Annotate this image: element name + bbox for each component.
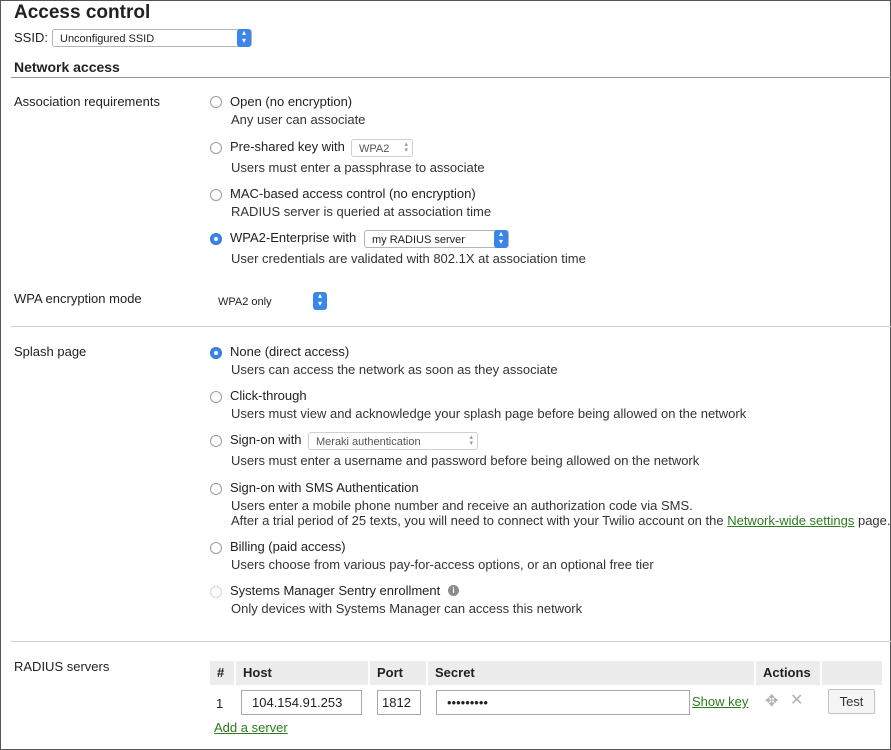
network-wide-settings-link[interactable]: Network-wide settings — [727, 513, 855, 528]
select-arrows-icon: ▴ ▾ — [494, 230, 508, 248]
divider — [11, 77, 891, 78]
radio-mac[interactable] — [210, 189, 222, 201]
select-arrows-icon: ▴ ▾ — [237, 29, 251, 47]
secret-input[interactable]: ••••••••• — [436, 690, 690, 715]
row-number: 1 — [216, 696, 224, 711]
option-mac-label: MAC-based access control (no encryption) — [230, 186, 476, 201]
sign-on-auth-select[interactable] — [308, 432, 478, 450]
add-server-link[interactable]: Add a server — [214, 720, 288, 735]
radio-open[interactable] — [210, 96, 222, 108]
move-icon[interactable]: ✥ — [765, 693, 779, 710]
splash-click-through-label: Click-through — [230, 388, 307, 403]
splash-none-desc: Users can access the network as soon as they associate — [231, 362, 558, 377]
column-header-host: Host — [236, 661, 368, 685]
splash-sign-on-label: Sign-on with — [230, 432, 302, 447]
radio-splash-sms[interactable] — [210, 483, 222, 495]
psk-mode-select[interactable] — [351, 139, 413, 157]
option-open-label: Open (no encryption) — [230, 94, 353, 109]
column-header-port: Port — [370, 661, 426, 685]
section-title-network-access: Network access — [14, 59, 120, 75]
splash-billing-desc: Users choose from various pay-for-access options, or an optional free tier — [231, 557, 654, 572]
radio-wpa2-enterprise[interactable] — [210, 233, 222, 245]
radio-splash-click-through[interactable] — [210, 391, 222, 403]
sign-on-auth-value: Meraki authentication — [316, 436, 421, 448]
option-psk-label: Pre-shared key with — [230, 139, 345, 154]
column-header-num: # — [210, 661, 234, 685]
splash-label: Splash page — [14, 344, 87, 359]
splash-none-label: None (direct access) — [230, 344, 350, 359]
option-psk-desc: Users must enter a passphrase to associate — [231, 160, 485, 175]
radius-server-select[interactable] — [364, 230, 509, 248]
radio-psk[interactable] — [210, 142, 222, 154]
divider — [11, 641, 891, 642]
ssid-select-value: Unconfigured SSID — [60, 33, 155, 45]
radius-servers-label: RADIUS servers — [14, 659, 110, 674]
splash-sms-desc: Users enter a mobile phone number and receive an authorization code via SMS. — [231, 498, 693, 513]
psk-mode-value: WPA2 — [359, 143, 390, 155]
select-arrows-icon: ▴ ▾ — [469, 434, 473, 447]
splash-sms-desc2: After a trial period of 25 texts, you will need to connect with your Twilio account on the Network-wide settings page. — [231, 513, 891, 528]
select-arrows-icon: ▴ ▾ — [313, 292, 327, 310]
splash-click-through-desc: Users must view and acknowledge your splash page before being allowed on the network — [231, 406, 747, 421]
splash-sm-sentry-desc: Only devices with Systems Manager can access this network — [231, 601, 583, 616]
splash-billing-label: Billing (paid access) — [230, 539, 346, 554]
divider — [11, 326, 891, 327]
radius-server-value: my RADIUS server — [372, 234, 465, 246]
column-header-actions: Actions — [756, 661, 820, 685]
wpa-mode-value: WPA2 only — [218, 296, 272, 308]
port-input[interactable]: 1812 — [377, 690, 421, 715]
wpa-mode-select[interactable] — [210, 292, 328, 310]
wpa-mode-label: WPA encryption mode — [14, 291, 142, 306]
close-icon[interactable]: ✕ — [790, 692, 804, 709]
radio-splash-sign-on[interactable] — [210, 435, 222, 447]
page-title: Access control — [14, 2, 151, 23]
show-key-link[interactable]: Show key — [692, 694, 749, 709]
option-wpa2-enterprise-desc: User credentials are validated with 802.1X at association time — [231, 251, 586, 266]
radio-splash-none[interactable] — [210, 347, 222, 359]
column-header-secret: Secret — [428, 661, 754, 685]
splash-sms-label: Sign-on with SMS Authentication — [230, 480, 419, 495]
splash-sign-on-desc: Users must enter a username and password before being allowed on the network — [231, 453, 700, 468]
ssid-label: SSID: — [14, 30, 48, 45]
option-wpa2-enterprise-label: WPA2-Enterprise with — [230, 230, 357, 245]
column-header-test — [822, 661, 882, 685]
info-icon[interactable]: i — [448, 585, 459, 596]
radio-splash-billing[interactable] — [210, 542, 222, 554]
option-mac-desc: RADIUS server is queried at association time — [231, 204, 492, 219]
select-arrows-icon: ▴ ▾ — [404, 141, 408, 154]
test-button[interactable]: Test — [828, 689, 875, 714]
host-input[interactable]: 104.154.91.253 — [241, 690, 362, 715]
splash-sm-sentry-label: Systems Manager Sentry enrollment — [230, 583, 441, 598]
ssid-select[interactable] — [52, 29, 252, 47]
option-open-desc: Any user can associate — [231, 112, 366, 127]
association-label: Association requirements — [14, 94, 160, 109]
radio-splash-sm-sentry — [210, 586, 222, 598]
